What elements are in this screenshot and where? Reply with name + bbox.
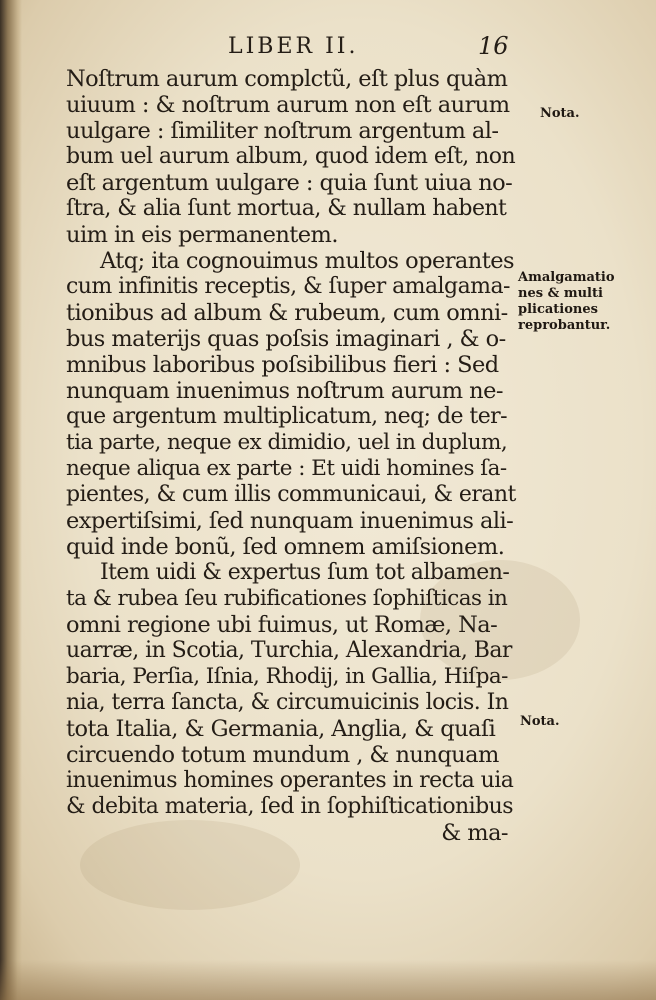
text-line: tota Italia, & Germania, Anglia, & quaſi: [66, 716, 496, 742]
text-line: omni regione ubi fuimus, ut Romæ, Na-: [66, 612, 498, 638]
text-line: eſt argentum uulgare : quia ſunt uiua no-: [66, 170, 513, 196]
page-gutter-shadow: [0, 0, 22, 1000]
text-line: inuenimus homines operantes in recta uia: [66, 768, 514, 793]
text-line: uarræ, in Scotia, Turchia, Alexandria, Bar: [66, 638, 512, 663]
text-line: Item uidi & expertus ſum tot albamen-: [100, 560, 510, 585]
text-line: pientes, & cum illis communicaui, & erant: [66, 482, 516, 507]
margin-note-amalgamation: [518, 270, 615, 334]
text-line: nunquam inuenimus noſtrum aurum ne-: [66, 378, 503, 404]
text-line: neque aliqua ex parte : Et uidi homines ſa-: [66, 456, 507, 481]
running-title: LIBER II.: [228, 34, 359, 59]
text-line: & debita materia, ſed in ſophiſticationibus: [66, 794, 514, 819]
text-line: circuendo totum mundum , & nunquam: [66, 742, 499, 768]
text-line: Atq; ita cognouimus multos operantes: [100, 248, 514, 274]
text-line: mnibus laboribus poſsibilibus fieri : Sed: [66, 352, 499, 378]
margin-note-line: reprobantur.: [518, 318, 611, 333]
text-line: tia parte, neque ex dimidio, uel in duplum,: [66, 430, 508, 455]
text-line: bum uel aurum album, quod idem eſt, non: [66, 144, 516, 169]
text-line: expertiſsimi, ſed nunquam inuenimus ali-: [66, 508, 514, 534]
text-line: cum infinitis receptis, & ſuper amalgama-: [66, 274, 510, 299]
catchword: & ma-: [441, 820, 508, 846]
page-number: 16: [478, 32, 509, 60]
text-line: baria, Perſia, Iſnia, Rhodij, in Gallia, Hiſpa-: [66, 664, 508, 689]
margin-note-nota: Nota.: [520, 714, 560, 729]
text-line: uiuum : & noſtrum aurum non eſt aurum: [66, 92, 510, 118]
page-bottom-stain: [0, 960, 656, 1000]
text-line: que argentum multiplicatum, neq; de ter-: [66, 404, 508, 429]
text-line: uulgare : ſimiliter noſtrum argentum al-: [66, 118, 499, 144]
text-line: ſtra, & alia ſunt mortua, & nullam habent: [66, 196, 507, 221]
margin-note-line: plicationes: [518, 302, 598, 317]
margin-note-line: Amalgamatio: [518, 270, 615, 285]
text-line: Noſtrum aurum complctũ, eſt plus quàm: [66, 66, 508, 92]
text-line: ta & rubea ſeu rubificationes ſophiſticas in: [66, 586, 508, 611]
text-line: nia, terra ſancta, & circumuicinis locis. In: [66, 690, 509, 715]
text-line: uim in eis permanentem.: [66, 222, 338, 248]
margin-note-nota: Nota.: [540, 106, 580, 121]
text-line: tionibus ad album & rubeum, cum omni-: [66, 300, 508, 326]
text-line: quid inde bonũ, ſed omnem amiſsionem.: [66, 534, 505, 560]
text-line: bus materijs quas poſsis imaginari , & o-: [66, 326, 506, 352]
main-text-block: [66, 66, 516, 846]
running-head: [70, 34, 510, 68]
margin-note-line: nes & multi: [518, 286, 603, 301]
